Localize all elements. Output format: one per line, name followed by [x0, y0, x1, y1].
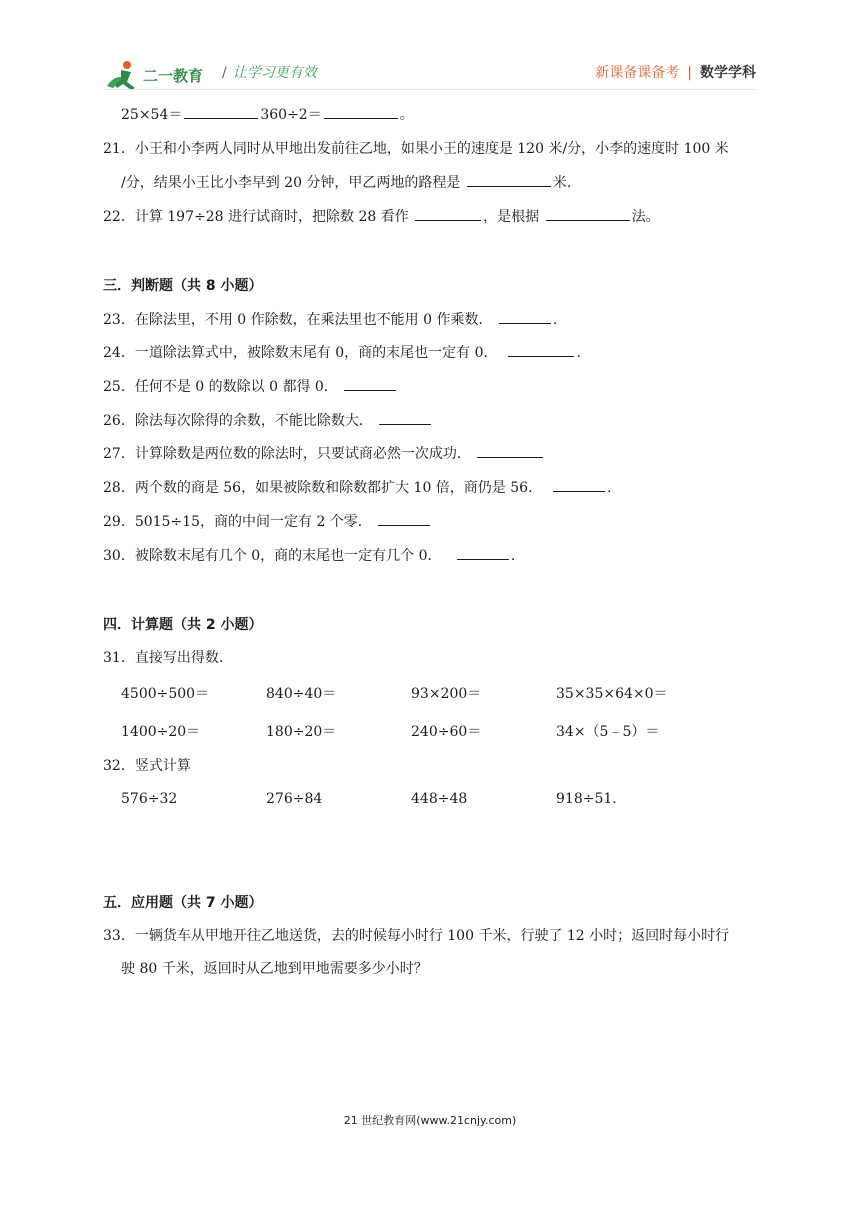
- question-24: 24．一道除法算式中，被除数末尾有 0，商的末尾也一定有 0． .: [103, 342, 581, 363]
- logo-text: 二一教育: [143, 67, 204, 85]
- question-32: 32．竖式计算: [103, 758, 191, 774]
- section-5-title: 五．应用题（共 7 小题）: [103, 895, 263, 911]
- page-header: [0, 0, 860, 100]
- answer-blank[interactable]: [378, 511, 430, 526]
- slogan-text: 让学习更有效: [232, 65, 317, 81]
- answer-blank[interactable]: [457, 545, 509, 560]
- calc-item: 240÷60＝: [411, 724, 482, 740]
- answer-blank[interactable]: [344, 376, 396, 391]
- header-subject: 数学学科: [700, 65, 756, 81]
- question-23: 23．在除法里，不用 0 作除数，在乘法里也不能用 0 作乘数． .: [103, 309, 557, 330]
- calc-item: 448÷48: [411, 791, 468, 807]
- header-divider: [103, 89, 756, 90]
- calc-item: 840÷40＝: [266, 686, 337, 702]
- question-29: 29．5015÷15，商的中间一定有 2 个零．: [103, 511, 432, 532]
- answer-blank[interactable]: [508, 342, 574, 357]
- slogan: / 让学习更有效: [222, 65, 317, 81]
- header-course-text: 新课备课备考: [595, 65, 680, 81]
- calc-item: 35×35×64×0＝: [556, 686, 668, 702]
- question-22: 22．计算 197÷28 进行试商时，把除数 28 看作 ，是根据 法。: [103, 206, 660, 227]
- answer-blank[interactable]: [184, 104, 258, 119]
- question-31: 31．直接写出得数.: [103, 650, 224, 666]
- calc-item: 93×200＝: [411, 686, 482, 702]
- answer-blank[interactable]: [467, 172, 551, 187]
- calc-item: 1400÷20＝: [121, 724, 201, 740]
- header-right: [595, 62, 756, 82]
- question-20-line: 25×54＝ 360÷2＝ 。: [121, 104, 414, 125]
- calc-item: 576÷32: [121, 791, 178, 807]
- answer-blank[interactable]: [415, 206, 481, 221]
- calc-item: 918÷51.: [556, 791, 617, 807]
- section-3-title: 三．判断题（共 8 小题）: [103, 278, 263, 294]
- section-4-title: 四．计算题（共 2 小题）: [103, 617, 263, 633]
- question-26: 26．除法每次除得的余数，不能比除数大．: [103, 410, 433, 431]
- calc-item: 4500÷500＝: [121, 686, 210, 702]
- question-21: 21．小王和小李两人同时从甲地出发前往乙地，如果小王的速度是 120 米/分，小李的速度时 100 米: [103, 141, 729, 157]
- question-25: 25．任何不是 0 的数除以 0 都得 0．: [103, 376, 398, 397]
- logo-icon: [103, 56, 213, 92]
- question-33: 33．一辆货车从甲地开往乙地送货，去的时候每小时行 100 千米，行驶了 12 小时；返回时每小时行: [103, 928, 730, 944]
- page-footer: 21 世纪教育网(www.21cnjy.com): [343, 1114, 517, 1127]
- answer-blank[interactable]: [553, 477, 605, 492]
- calc-item: 276÷84: [266, 791, 323, 807]
- answer-blank[interactable]: [499, 309, 551, 324]
- answer-blank[interactable]: [546, 206, 630, 221]
- question-33-cont: 驶 80 千米，返回时从乙地到甲地需要多少小时？: [121, 961, 428, 977]
- question-21-cont: /分，结果小王比小李早到 20 分钟，甲乙两地的路程是 米.: [121, 172, 571, 193]
- calc-item: 180÷20＝: [266, 724, 337, 740]
- question-30: 30．被除数末尾有几个 0，商的末尾也一定有几个 0． .: [103, 545, 515, 566]
- answer-blank[interactable]: [379, 410, 431, 425]
- answer-blank[interactable]: [324, 104, 398, 119]
- calc-item: 34×（5﹣5）＝: [556, 724, 660, 740]
- header-separator: |: [687, 65, 692, 81]
- answer-blank[interactable]: [477, 443, 543, 458]
- question-27: 27．计算除数是两位数的除法时，只要试商必然一次成功．: [103, 443, 545, 464]
- question-28: 28．两个数的商是 56，如果被除数和除数都扩大 10 倍，商仍是 56． .: [103, 477, 611, 498]
